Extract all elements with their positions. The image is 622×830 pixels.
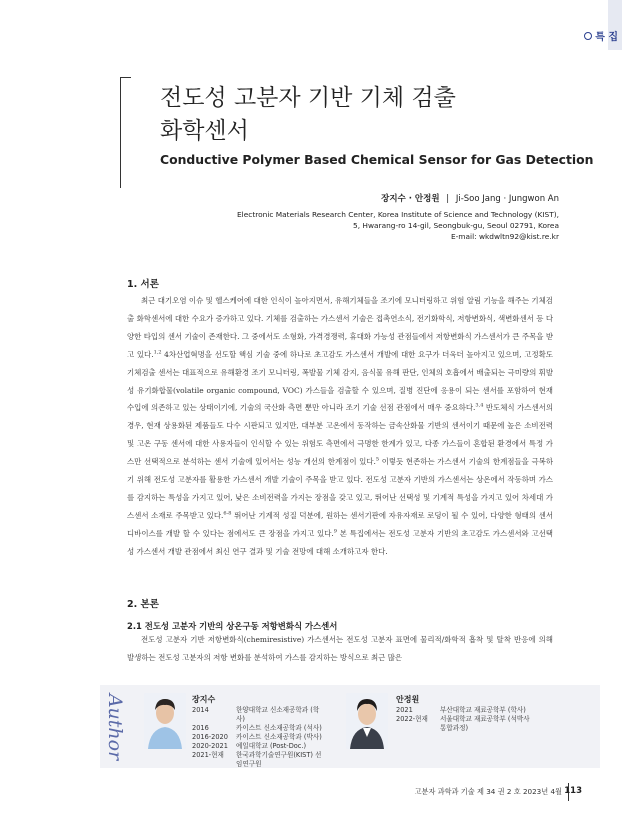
paragraph-text: 최근 대기오염 이슈 및 헬스케어에 대한 인식이 높아지면서, 유해기체들을 조기에 모니터링하고 위험 알림 기능을 해주는 기체검출 화학센서에 대한 수요가 증가하고 있다. 기체를 검출하는 가스센서 기술은 접촉연소식, 전기화학식, 저항변화식, 색변화센서 등 다양한 타입의 센서 기술이 존재한다. 그 중에서도 소형화, 가격경쟁력, 휴대화 가능성 관점들에서 저항변화식 가스센서가 큰 주목을 받고 있다. bbox=[127, 296, 553, 359]
author-2-name: 안정원 bbox=[396, 695, 420, 704]
cv-entry: 2014 한양대학교 신소재공학과 (학사) bbox=[192, 706, 320, 723]
journal-footer: 고분자 과학과 기술 제 34 권 2 호 2023년 4월 bbox=[414, 787, 562, 796]
section-1-paragraph bbox=[127, 292, 553, 561]
cv-entry: 2016 카이스트 신소재공학과 (석사) bbox=[192, 724, 322, 732]
section-2-1-paragraph bbox=[127, 631, 553, 667]
section-2-1-heading: 2.1 전도성 고분자 기반의 상온구동 저항변화식 가스센서 bbox=[127, 621, 338, 631]
section-tag bbox=[584, 28, 618, 43]
cv-entry: 2021 부산대학교 재료공학부 (학사) bbox=[396, 706, 526, 714]
author-separator: | bbox=[446, 194, 450, 204]
cv-entry: 2020-2021 예일대학교 (Post-Doc.) bbox=[192, 742, 307, 750]
paragraph-text: 뛰어난 기계적 성질 덕분에, 원하는 센서기판에 자유자재로 로딩이 될 수 있어, 다양한 형태의 센서디바이스를 개발 할 수 있다는 점에서도 큰 장점을 가지고 있다. bbox=[127, 510, 553, 538]
citation: 6-8 bbox=[223, 510, 232, 517]
title-bracket-decoration bbox=[120, 77, 131, 188]
article-title-korean bbox=[160, 82, 540, 148]
section-1-heading: 1. 서론 bbox=[127, 279, 159, 290]
paragraph-text: 반도체식 가스센서의 경우, 현재 상용화된 제품들도 다수 시판되고 있지만, 대부분 고온에서 동작하는 금속산화물 기반의 센서이기 때문에 높은 소비전력 및 고온 구동 센서에 대한 사용자들이 인식할 수 있는 위험도 측면에서 극명한 한계가 있고, 다종 가스들이 혼합된 환경에서 특정 가스만 선택적으로 분석하는 센서 기술에 있어서는 성능 개선의 한계점이 있다. bbox=[127, 403, 554, 467]
authors-english: Ji-Soo Jang · Jungwon An bbox=[455, 194, 559, 204]
person-photo-icon bbox=[144, 693, 186, 749]
paragraph-text: 전도성 고분자 기반 저항변화식(chemiresistive) 가스센서는 전도성 고분자 표면에 물리적/화학적 흡착 및 탈착 반응에 의해 발생하는 전도성 고분자의 저항 변화를 분석하여 가스를 감지하는 방식으로 최근 많은 bbox=[127, 635, 553, 662]
author-line bbox=[381, 192, 559, 204]
authors-korean: 장지수 · 안정원 bbox=[381, 194, 440, 204]
section-tag-label: 특 집 bbox=[595, 32, 618, 43]
cv-entry: 2021-현재 한국과학기술연구원(KIST) 선임연구원 bbox=[192, 751, 322, 768]
author-1-cv bbox=[192, 706, 326, 769]
person-photo-icon bbox=[346, 693, 388, 749]
citation: 9 bbox=[333, 528, 337, 535]
page-number: 113 bbox=[564, 786, 582, 796]
paragraph-text: 본 특집에서는 전도성 고분자 기반의 초고감도 가스센서와 고선택성 가스센서 개발 관점에서 최신 연구 결과 및 기술 전망에 대해 소개하고자 한다. bbox=[127, 528, 553, 556]
affiliation-line-2: 5, Hwarang-ro 14-gil, Seongbuk-gu, Seoul 02791, Korea bbox=[353, 221, 559, 230]
author-2-cv bbox=[396, 706, 530, 733]
title-line-1: 전도성 고분자 기반 기체 검출 bbox=[160, 85, 456, 111]
bullet-icon bbox=[584, 32, 592, 40]
citation: 5 bbox=[375, 456, 380, 463]
citation: 1,2 bbox=[153, 349, 162, 356]
cv-entry: 2016-2020 카이스트 신소재공학과 (박사) bbox=[192, 733, 322, 741]
paragraph-text: 4차산업혁명을 선도할 핵심 기술 중에 하나로 초고감도 가스센서 개발에 대한 요구가 더욱더 높아지고 있으며, 고정확도 기체검출 센서는 대표적으로 유해환경 조기 모니터링, 폭발물 기체 감지, 음식물 유해 판단, 인체의 호흡에서 배출되는 극미량의 휘발성 유기화합물(volatile organic compound, VOC) 가스들을 검출할 수 있으며, 질병 진단에 응용이 되는 센서를 포함하여 현재 수입에 의존하고 있는 상태이기에, 기술의 국산화 측면 뿐만 아니라 조기 기술 선점 관점에서 매우 중요하다. bbox=[127, 349, 553, 413]
author-2-photo bbox=[346, 693, 388, 749]
cv-entry: 2022-현재 서울대학교 재료공학부 (석박사 통합과정) bbox=[396, 715, 530, 732]
citation: 3,4 bbox=[475, 402, 484, 409]
author-1-photo bbox=[144, 693, 186, 749]
section-2-heading: 2. 본론 bbox=[127, 599, 159, 610]
paragraph-text: 이렇듯 현존하는 가스센서 기술의 한계점들을 극복하기 위해 전도성 고분자를 활용한 가스센서 개발 기술이 주목을 받고 있다. 전도성 고분자 기반의 가스센서는 상온에서 작동하며 가스를 감지하는 특성을 가지고 있어, 낮은 소비전력을 가지는 장점을 갖고 있고, 뛰어난 선택성 및 기계적 특성을 가지고 있어 차세대 가스센서 소재로 주목받고 있다. bbox=[127, 457, 553, 520]
article-title-english: Conductive Polymer Based Chemical Sensor for Gas Detection bbox=[160, 152, 594, 167]
title-line-2: 화학센서 bbox=[160, 118, 249, 144]
affiliation-line-1: Electronic Materials Research Center, Korea Institute of Science and Technology (KIST), bbox=[237, 210, 559, 219]
author-label: Author bbox=[104, 693, 127, 761]
author-email: E-mail: wkdwltn92@kist.re.kr bbox=[450, 232, 559, 241]
author-1-name: 장지수 bbox=[192, 695, 216, 704]
